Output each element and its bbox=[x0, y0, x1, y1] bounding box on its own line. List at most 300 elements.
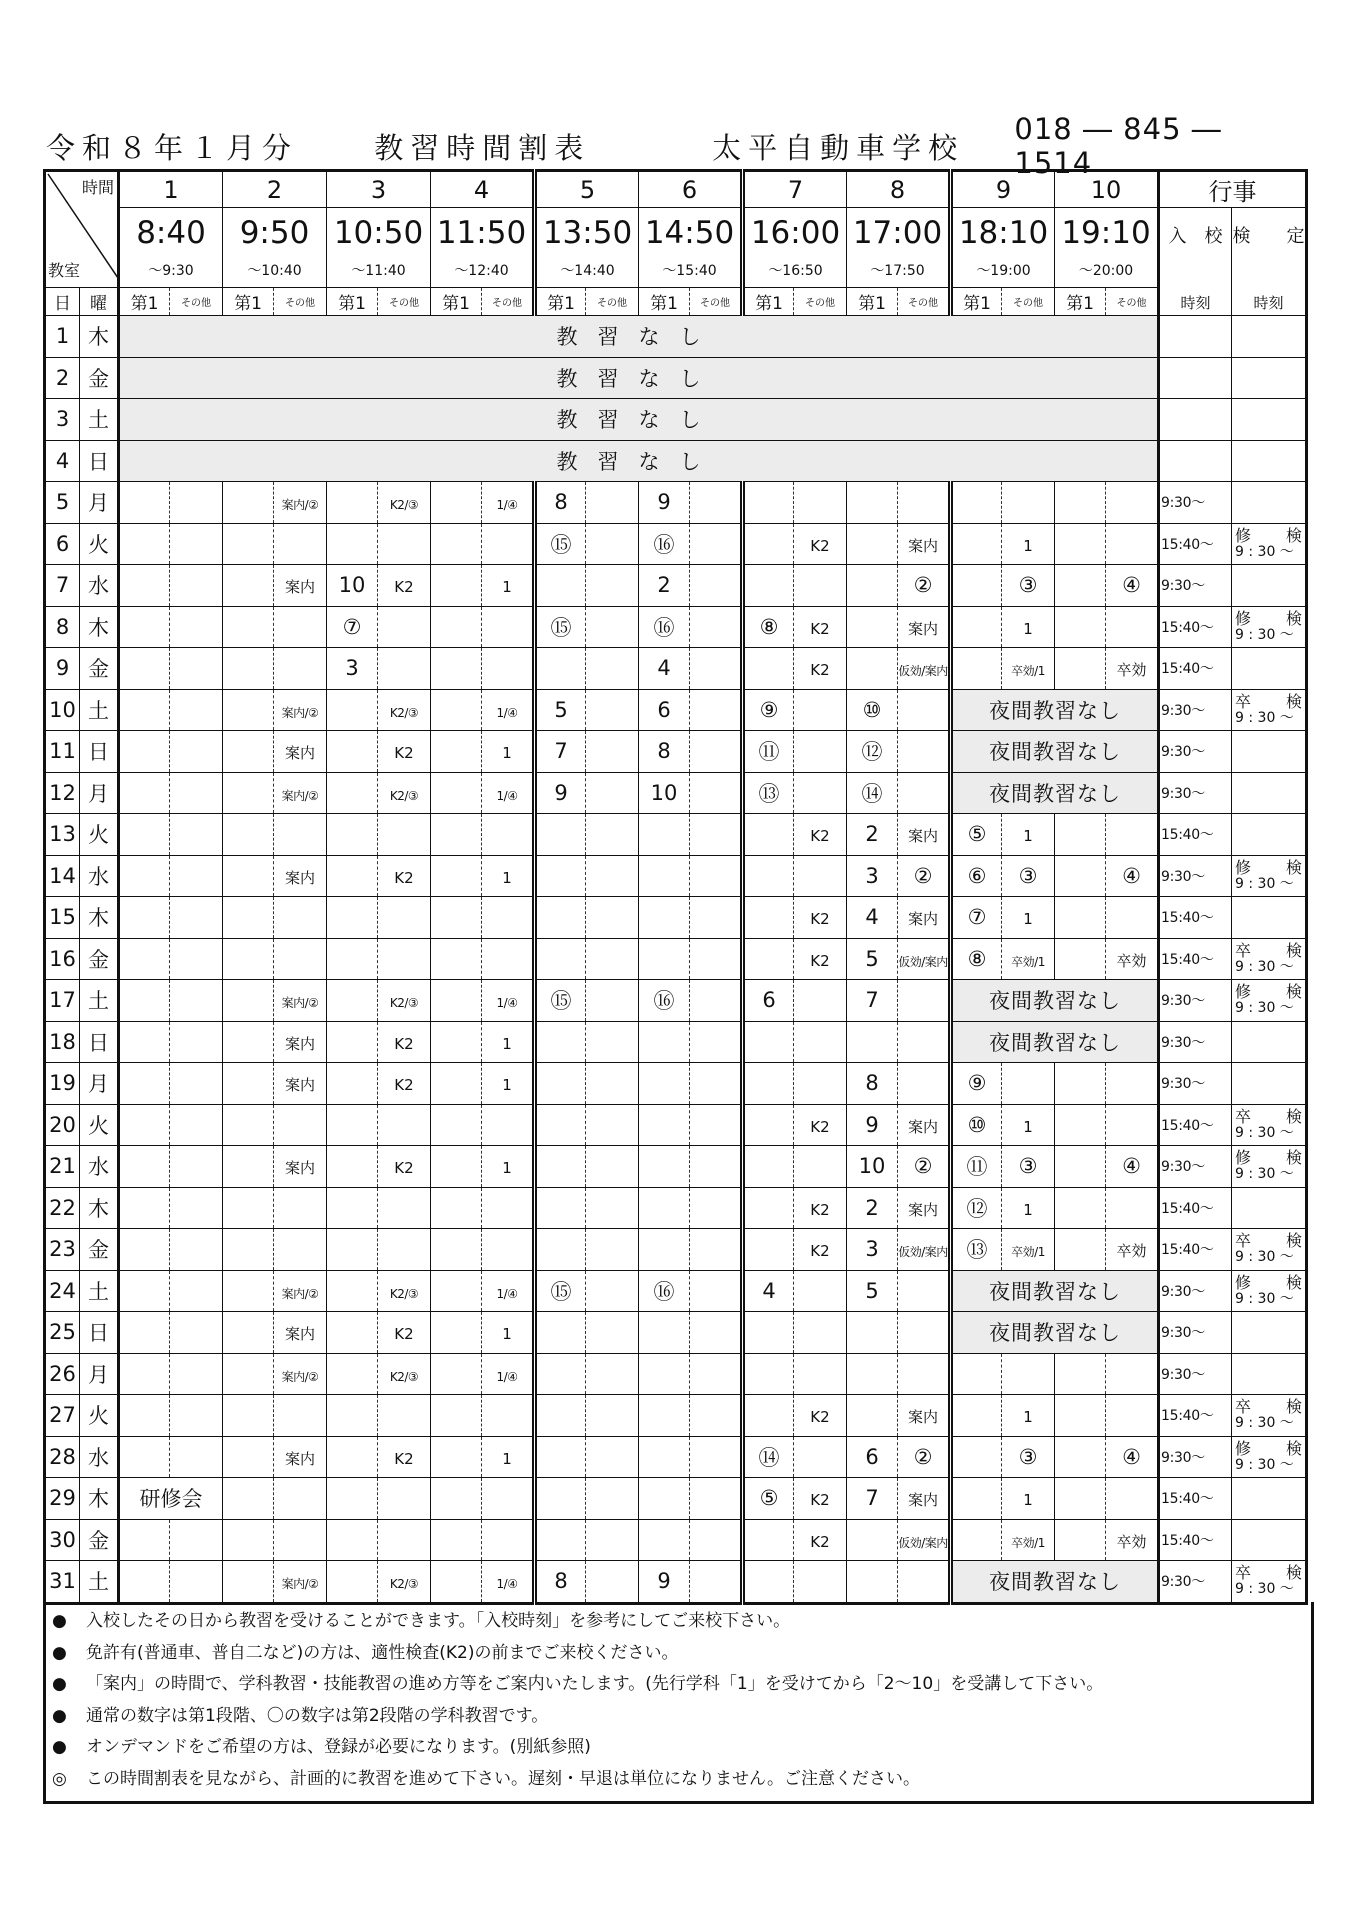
lesson-first-cell bbox=[743, 1478, 794, 1520]
lesson-value: 9 bbox=[865, 1112, 879, 1137]
lesson-value: 10 bbox=[650, 780, 678, 805]
lesson-first-cell bbox=[1055, 814, 1106, 856]
lesson-other-cell bbox=[378, 565, 431, 607]
lesson-first-cell bbox=[431, 772, 482, 814]
lesson-first-cell bbox=[431, 1436, 482, 1478]
stacked-lesson: K2/③ bbox=[389, 705, 419, 720]
exam-cell bbox=[1232, 1436, 1307, 1478]
lesson-first-cell bbox=[847, 855, 898, 897]
no-class-cell: 教習なし bbox=[119, 357, 1159, 399]
lesson-other-cell bbox=[1002, 855, 1055, 897]
lesson-value: 案内 bbox=[907, 1117, 938, 1136]
lesson-first-cell bbox=[119, 1021, 170, 1063]
no-class-cell: 教習なし bbox=[119, 316, 1159, 358]
lesson-other-cell bbox=[586, 731, 639, 773]
exam-cell bbox=[1232, 772, 1307, 814]
lesson-other-cell bbox=[690, 938, 743, 980]
lesson-value: ⑪ bbox=[966, 1155, 988, 1180]
lesson-first-cell bbox=[223, 897, 274, 939]
lesson-first-cell bbox=[847, 980, 898, 1022]
lesson-first-cell bbox=[223, 689, 274, 731]
lesson-other-cell bbox=[586, 980, 639, 1022]
lesson-value: ⑯ bbox=[653, 1279, 675, 1304]
lesson-first-cell bbox=[327, 1436, 378, 1478]
admission-time-cell: 9:30～ bbox=[1159, 565, 1232, 607]
lesson-first-cell bbox=[847, 1395, 898, 1437]
lesson-other-cell bbox=[586, 1395, 639, 1437]
lesson-other-cell bbox=[1002, 814, 1055, 856]
day-cell: 16 bbox=[45, 938, 80, 980]
lesson-other-cell bbox=[482, 1478, 535, 1520]
lesson-first-cell bbox=[951, 1478, 1002, 1520]
lesson-other-cell bbox=[586, 772, 639, 814]
weekday-cell: 水 bbox=[80, 855, 119, 897]
lesson-first-cell bbox=[431, 731, 482, 773]
exam-header-label: 検 定 bbox=[1232, 226, 1305, 247]
lesson-other-cell bbox=[170, 814, 223, 856]
admission-time-cell: 9:30～ bbox=[1159, 1146, 1232, 1188]
lesson-first-cell bbox=[119, 897, 170, 939]
lesson-first-cell bbox=[535, 1187, 586, 1229]
lesson-other-cell bbox=[586, 648, 639, 690]
lesson-value: ⑫ bbox=[861, 740, 883, 765]
stacked-lesson: 仮効/案内 bbox=[898, 664, 948, 679]
lesson-first-cell bbox=[639, 731, 690, 773]
lesson-first-cell bbox=[431, 980, 482, 1022]
admission-time-cell: 15:40～ bbox=[1159, 1229, 1232, 1271]
day-cell: 2 bbox=[45, 357, 80, 399]
time-label: 時刻 bbox=[1253, 294, 1284, 312]
lesson-first-cell bbox=[1055, 565, 1106, 607]
period-number: 7 bbox=[743, 171, 847, 208]
lesson-other-cell bbox=[378, 1104, 431, 1146]
lesson-other-cell bbox=[586, 1270, 639, 1312]
lesson-first-cell bbox=[639, 1146, 690, 1188]
lesson-value: 8 bbox=[554, 490, 568, 515]
admission-header-label: 入 校 bbox=[1168, 226, 1223, 247]
lesson-other-cell bbox=[586, 1063, 639, 1105]
lesson-other-cell bbox=[482, 1187, 535, 1229]
exam-cell bbox=[1232, 980, 1307, 1022]
period-time bbox=[1055, 208, 1159, 288]
lesson-other-cell bbox=[378, 523, 431, 565]
lesson-other-cell bbox=[482, 731, 535, 773]
lesson-value: 案内 bbox=[284, 1159, 315, 1178]
lesson-value: 1 bbox=[502, 1076, 512, 1095]
lesson-value: 7 bbox=[865, 988, 879, 1013]
exam-type-a: 修 bbox=[1235, 1148, 1252, 1168]
lesson-other-cell bbox=[794, 938, 847, 980]
lesson-other-cell bbox=[690, 1312, 743, 1354]
stacked-lesson: 卒効/1 bbox=[1011, 954, 1045, 969]
lesson-first-cell bbox=[327, 1561, 378, 1604]
lesson-other-cell bbox=[1106, 523, 1159, 565]
day-cell: 10 bbox=[45, 689, 80, 731]
lesson-first-cell bbox=[535, 897, 586, 939]
exam-cell bbox=[1232, 523, 1307, 565]
lesson-first-cell bbox=[327, 938, 378, 980]
table-row bbox=[45, 1270, 1307, 1312]
period-time bbox=[847, 208, 951, 288]
lesson-other-cell bbox=[586, 1353, 639, 1395]
period-time bbox=[223, 208, 327, 288]
lesson-first-cell bbox=[223, 1436, 274, 1478]
lesson-other-cell bbox=[898, 1561, 951, 1604]
lesson-other-cell bbox=[690, 1519, 743, 1561]
corner-top-label: 時間 bbox=[81, 178, 114, 197]
lesson-other-cell bbox=[794, 1146, 847, 1188]
lesson-first-cell bbox=[847, 606, 898, 648]
stacked-lesson: 仮効/案内 bbox=[898, 954, 948, 969]
lesson-first-cell bbox=[327, 1519, 378, 1561]
exam-cell bbox=[1232, 482, 1307, 524]
lesson-other-cell bbox=[898, 1478, 951, 1520]
lesson-other-cell bbox=[1106, 606, 1159, 648]
lesson-other-cell bbox=[794, 772, 847, 814]
sub-other-label: その他 bbox=[690, 288, 743, 316]
table-row bbox=[45, 897, 1307, 939]
period-end: ～20:00 bbox=[1078, 262, 1134, 279]
lesson-first-cell bbox=[847, 1353, 898, 1395]
lesson-first-cell bbox=[327, 523, 378, 565]
lesson-other-cell bbox=[482, 606, 535, 648]
lesson-first-cell bbox=[847, 1229, 898, 1271]
exam-cell bbox=[1232, 1312, 1307, 1354]
bullet-icon: ◎ bbox=[52, 1768, 67, 1789]
exam-info bbox=[1232, 525, 1305, 560]
lesson-first-cell bbox=[951, 1063, 1002, 1105]
lesson-first-cell bbox=[847, 897, 898, 939]
admission-time-cell: 15:40～ bbox=[1159, 814, 1232, 856]
period-number: 2 bbox=[223, 171, 327, 208]
lesson-value: K2 bbox=[810, 1117, 830, 1136]
lesson-first-cell bbox=[1055, 1229, 1106, 1271]
stacked-lesson: 案内/② bbox=[281, 1577, 319, 1592]
exam-cell bbox=[1232, 1561, 1307, 1604]
exam-cell bbox=[1232, 1021, 1307, 1063]
lesson-other-cell bbox=[482, 1021, 535, 1063]
lesson-first-cell bbox=[223, 1187, 274, 1229]
lesson-first-cell bbox=[639, 565, 690, 607]
exam-cell bbox=[1232, 440, 1307, 482]
lesson-first-cell bbox=[951, 1436, 1002, 1478]
lesson-other-cell bbox=[170, 980, 223, 1022]
exam-type-b: 検 bbox=[1286, 1272, 1303, 1292]
lesson-first-cell bbox=[119, 1270, 170, 1312]
table-row bbox=[45, 565, 1307, 607]
lesson-first-cell bbox=[119, 482, 170, 524]
lesson-value: K2 bbox=[810, 1200, 830, 1219]
lesson-other-cell bbox=[170, 1146, 223, 1188]
lesson-value: 案内 bbox=[284, 578, 315, 597]
exam-type bbox=[1235, 608, 1303, 628]
lesson-other-cell bbox=[586, 1436, 639, 1478]
lesson-value: 案内 bbox=[907, 1408, 938, 1427]
table-row bbox=[45, 648, 1307, 690]
note-text: 「案内」の時間で、学科教習・技能教習の進め方等をご案内いたします。(先行学科「1」を受けてから「2～10」を受講して下さい。 bbox=[86, 1674, 1104, 1694]
admission-time-cell: 9:30～ bbox=[1159, 855, 1232, 897]
lesson-value: 2 bbox=[865, 822, 879, 847]
lesson-other-cell bbox=[170, 606, 223, 648]
no-class-cell: 教習なし bbox=[119, 440, 1159, 482]
weekday-cell: 金 bbox=[80, 1519, 119, 1561]
lesson-other-cell bbox=[1002, 1229, 1055, 1271]
lesson-other-cell bbox=[1106, 1353, 1159, 1395]
lesson-first-cell bbox=[327, 1146, 378, 1188]
lesson-first-cell bbox=[1055, 523, 1106, 565]
sub-other-label: その他 bbox=[1106, 288, 1159, 316]
time-label: 時刻 bbox=[1180, 294, 1211, 312]
stacked-lesson: 案内/② bbox=[281, 996, 319, 1011]
stacked-lesson: 卒効/1 bbox=[1011, 1535, 1045, 1550]
stacked-lesson: 1/④ bbox=[496, 705, 518, 720]
lesson-first-cell bbox=[743, 1063, 794, 1105]
lesson-value: 案内 bbox=[284, 1076, 315, 1095]
lesson-first-cell bbox=[327, 980, 378, 1022]
period-end: ～17:50 bbox=[870, 262, 925, 279]
exam-cell bbox=[1232, 814, 1307, 856]
lesson-first-cell bbox=[639, 938, 690, 980]
lesson-first-cell bbox=[743, 855, 794, 897]
exam-time: 9 : 30 ～ bbox=[1235, 709, 1294, 726]
period-end: ～11:40 bbox=[351, 262, 406, 279]
exam-type-a: 修 bbox=[1235, 525, 1252, 545]
exam-cell bbox=[1232, 648, 1307, 690]
lesson-value: 1 bbox=[1023, 1491, 1033, 1510]
lesson-other-cell bbox=[794, 1561, 847, 1604]
lesson-other-cell bbox=[586, 606, 639, 648]
weekday-cell: 月 bbox=[80, 772, 119, 814]
lesson-value: ⑦ bbox=[967, 905, 987, 930]
exam-info bbox=[1232, 1565, 1305, 1597]
stacked-lesson: 卒効/1 bbox=[1011, 664, 1045, 679]
lesson-other-cell bbox=[274, 1104, 327, 1146]
lesson-first-cell bbox=[223, 731, 274, 773]
lesson-first-cell bbox=[535, 731, 586, 773]
lesson-value: 3 bbox=[865, 1237, 879, 1262]
day-cell: 18 bbox=[45, 1021, 80, 1063]
lesson-other-cell bbox=[898, 1187, 951, 1229]
exam-info bbox=[1232, 940, 1305, 975]
lesson-first-cell bbox=[847, 938, 898, 980]
lesson-first-cell bbox=[535, 1561, 586, 1604]
lesson-other-cell bbox=[1106, 1063, 1159, 1105]
lesson-other-cell bbox=[482, 1312, 535, 1354]
lesson-first-cell bbox=[639, 1436, 690, 1478]
exam-type bbox=[1235, 1438, 1303, 1458]
sub-other-label: その他 bbox=[898, 288, 951, 316]
day-cell: 11 bbox=[45, 731, 80, 773]
lesson-other-cell bbox=[1002, 1519, 1055, 1561]
lesson-other-cell bbox=[378, 772, 431, 814]
lesson-value: 3 bbox=[865, 863, 879, 888]
sub-other-label: その他 bbox=[1002, 288, 1055, 316]
lesson-other-cell bbox=[378, 1146, 431, 1188]
lesson-value: 1 bbox=[502, 1449, 512, 1468]
stacked-lesson: 仮効/案内 bbox=[898, 1245, 948, 1260]
lesson-value: ⑩ bbox=[967, 1112, 987, 1137]
lesson-first-cell bbox=[119, 606, 170, 648]
weekday-cell: 木 bbox=[80, 606, 119, 648]
weekday-cell: 金 bbox=[80, 938, 119, 980]
lesson-other-cell bbox=[170, 855, 223, 897]
period-end: ～14:40 bbox=[560, 262, 615, 279]
table-row bbox=[45, 399, 1307, 441]
lesson-first-cell bbox=[119, 1146, 170, 1188]
lesson-first-cell bbox=[223, 1063, 274, 1105]
exam-type-a: 修 bbox=[1235, 608, 1252, 628]
weekday-cell: 月 bbox=[80, 1063, 119, 1105]
lesson-first-cell bbox=[639, 1519, 690, 1561]
lesson-first-cell bbox=[847, 689, 898, 731]
lesson-other-cell bbox=[794, 1353, 847, 1395]
lesson-first-cell bbox=[1055, 482, 1106, 524]
lesson-value: 1 bbox=[1023, 1117, 1033, 1136]
lesson-first-cell bbox=[327, 482, 378, 524]
table-row bbox=[45, 855, 1307, 897]
lesson-other-cell bbox=[794, 689, 847, 731]
dow-label: 曜 bbox=[80, 288, 119, 316]
note-line bbox=[52, 1764, 1311, 1796]
lesson-other-cell bbox=[586, 1104, 639, 1146]
lesson-other-cell bbox=[1002, 897, 1055, 939]
day-cell: 23 bbox=[45, 1229, 80, 1271]
exam-type-a: 修 bbox=[1235, 857, 1252, 877]
lesson-other-cell bbox=[482, 814, 535, 856]
lesson-other-cell bbox=[690, 1104, 743, 1146]
lesson-first-cell bbox=[223, 1021, 274, 1063]
lesson-other-cell bbox=[482, 772, 535, 814]
lesson-other-cell bbox=[482, 1561, 535, 1604]
lesson-other-cell bbox=[794, 1104, 847, 1146]
lesson-other-cell bbox=[586, 1146, 639, 1188]
lesson-first-cell bbox=[223, 1270, 274, 1312]
lesson-value: 5 bbox=[865, 1278, 879, 1303]
lesson-other-cell bbox=[274, 772, 327, 814]
lesson-other-cell bbox=[898, 482, 951, 524]
lesson-other-cell bbox=[378, 938, 431, 980]
no-night-class-cell: 夜間教習なし bbox=[951, 1270, 1159, 1312]
lesson-first-cell bbox=[951, 1229, 1002, 1271]
lesson-first-cell bbox=[535, 648, 586, 690]
lesson-first-cell bbox=[847, 565, 898, 607]
table-row bbox=[45, 1561, 1307, 1604]
exam-cell bbox=[1232, 897, 1307, 939]
lesson-first-cell bbox=[119, 814, 170, 856]
lesson-first-cell bbox=[223, 1395, 274, 1437]
lesson-other-cell bbox=[482, 1229, 535, 1271]
lesson-first-cell bbox=[743, 565, 794, 607]
lesson-value: 1 bbox=[502, 1325, 512, 1344]
lesson-first-cell bbox=[951, 523, 1002, 565]
lesson-other-cell bbox=[794, 731, 847, 773]
lesson-other-cell bbox=[1002, 1063, 1055, 1105]
phone-number: 018 ― 845 ― 1514 bbox=[1014, 112, 1222, 180]
lesson-first-cell bbox=[223, 1146, 274, 1188]
stacked-lesson: 1/④ bbox=[496, 1577, 518, 1592]
sub-other-label: その他 bbox=[482, 288, 535, 316]
lesson-other-cell bbox=[898, 855, 951, 897]
lesson-other-cell bbox=[482, 1104, 535, 1146]
day-cell: 21 bbox=[45, 1146, 80, 1188]
weekday-cell: 火 bbox=[80, 814, 119, 856]
lesson-other-cell bbox=[170, 897, 223, 939]
lesson-other-cell bbox=[482, 855, 535, 897]
lesson-value: 1 bbox=[502, 1034, 512, 1053]
lesson-value: 9 bbox=[657, 490, 671, 515]
weekday-cell: 金 bbox=[80, 1229, 119, 1271]
lesson-value: 8 bbox=[657, 739, 671, 764]
lesson-other-cell bbox=[794, 648, 847, 690]
lesson-first-cell bbox=[847, 1146, 898, 1188]
lesson-first-cell bbox=[847, 1270, 898, 1312]
lesson-first-cell bbox=[431, 1478, 482, 1520]
lesson-first-cell bbox=[951, 565, 1002, 607]
lesson-other-cell bbox=[690, 1146, 743, 1188]
exam-time: 9 : 30 ～ bbox=[1235, 1249, 1294, 1266]
exam-cell bbox=[1232, 1063, 1307, 1105]
lesson-first-cell bbox=[847, 731, 898, 773]
lesson-first-cell bbox=[847, 1312, 898, 1354]
stacked-lesson: 1/④ bbox=[496, 498, 518, 513]
lesson-first-cell bbox=[223, 980, 274, 1022]
bullet-icon: ● bbox=[52, 1611, 67, 1631]
lesson-first-cell bbox=[431, 1063, 482, 1105]
events-header: 行事 bbox=[1159, 171, 1307, 208]
lesson-first-cell bbox=[639, 1395, 690, 1437]
lesson-other-cell bbox=[898, 1063, 951, 1105]
lesson-first-cell bbox=[1055, 938, 1106, 980]
lesson-other-cell bbox=[1106, 565, 1159, 607]
exam-type-b: 検 bbox=[1286, 1231, 1303, 1251]
lesson-value: K2 bbox=[810, 951, 830, 970]
lesson-other-cell bbox=[378, 1395, 431, 1437]
period-time bbox=[119, 208, 223, 288]
sub-first-label: 第1 bbox=[119, 288, 170, 316]
lesson-first-cell bbox=[431, 897, 482, 939]
lesson-other-cell bbox=[794, 482, 847, 524]
lesson-first-cell bbox=[951, 1187, 1002, 1229]
lesson-other-cell bbox=[794, 1229, 847, 1271]
lesson-other-cell bbox=[170, 1312, 223, 1354]
weekday-cell: 金 bbox=[80, 648, 119, 690]
lesson-other-cell bbox=[1106, 482, 1159, 524]
weekday-cell: 土 bbox=[80, 1561, 119, 1604]
lesson-value: ② bbox=[913, 863, 933, 888]
stacked-lesson: 1/④ bbox=[496, 1369, 518, 1384]
lesson-first-cell bbox=[639, 1021, 690, 1063]
lesson-value: ⑩ bbox=[862, 697, 882, 722]
lesson-first-cell bbox=[119, 855, 170, 897]
lesson-first-cell bbox=[743, 938, 794, 980]
lesson-other-cell bbox=[378, 731, 431, 773]
lesson-other-cell bbox=[794, 1519, 847, 1561]
lesson-first-cell bbox=[743, 980, 794, 1022]
lesson-value: ③ bbox=[1018, 573, 1038, 598]
lesson-other-cell bbox=[794, 814, 847, 856]
stacked-lesson: K2/③ bbox=[389, 996, 419, 1011]
lesson-value: 2 bbox=[657, 573, 671, 598]
lesson-value: K2 bbox=[394, 1159, 414, 1178]
lesson-value: ⑨ bbox=[759, 697, 779, 722]
weekday-cell: 火 bbox=[80, 523, 119, 565]
exam-info bbox=[1232, 691, 1305, 726]
lesson-other-cell bbox=[274, 938, 327, 980]
lesson-other-cell bbox=[378, 1270, 431, 1312]
exam-type-b: 検 bbox=[1286, 1106, 1303, 1126]
exam-type bbox=[1235, 984, 1302, 1000]
lesson-value: ⑮ bbox=[550, 532, 572, 557]
